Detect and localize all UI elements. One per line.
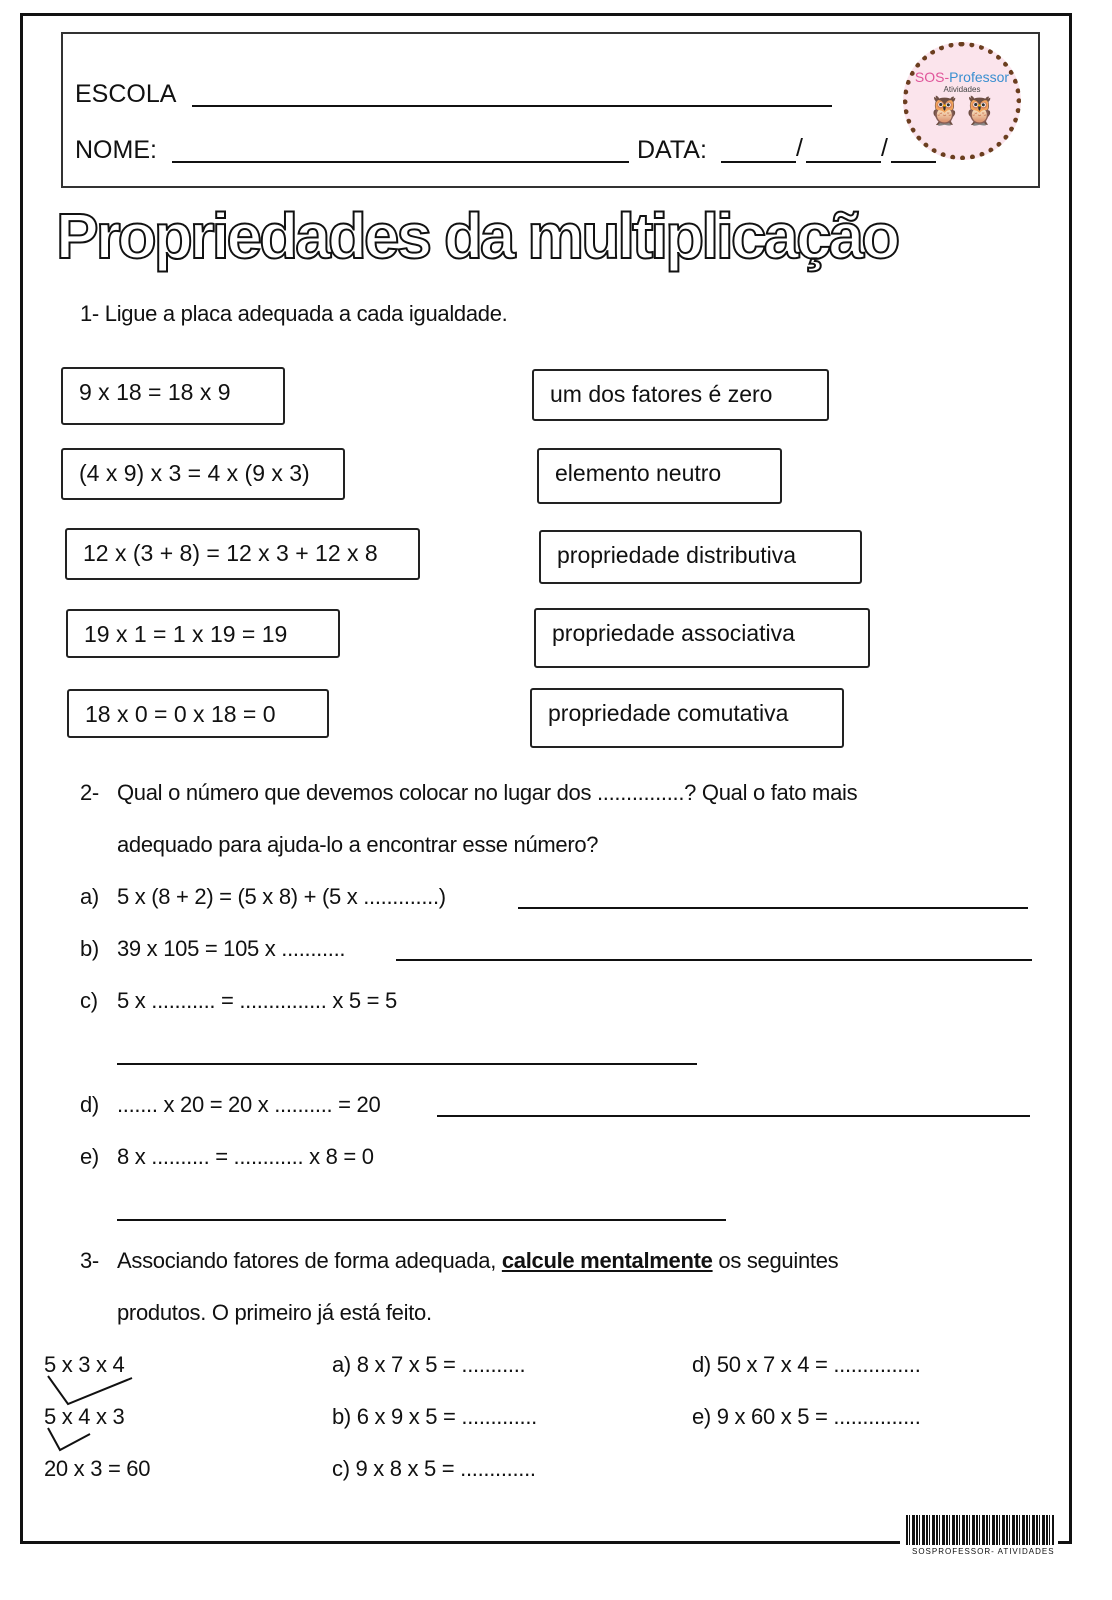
barcode-text: SOSPROFESSOR- ATIVIDADES (912, 1547, 1055, 1556)
answer-line[interactable] (518, 907, 1028, 909)
q2-prompt: Qual o número que devemos colocar no lugar dos ...............? Qual o fato mais (117, 780, 858, 805)
example-line: 20 x 3 = 60 (44, 1456, 151, 1481)
name-input-line[interactable] (172, 161, 629, 163)
q3-prompt (117, 1248, 838, 1274)
q3-item: e) 9 x 60 x 5 = ............... (692, 1404, 921, 1429)
owls-icon: 🦉🦉 (927, 95, 997, 126)
date-day-line[interactable] (721, 161, 796, 163)
q2-item-c: 5 x ........... = ............... x 5 = 5 (117, 988, 397, 1013)
item-letter: c) (80, 988, 98, 1013)
q3-item: c) 9 x 8 x 5 = ............. (332, 1456, 536, 1481)
school-input-line[interactable] (192, 105, 832, 107)
q2-item-d: ....... x 20 = 20 x .......... = 20 (117, 1092, 381, 1117)
example-line: 5 x 4 x 3 (44, 1404, 125, 1429)
q3-item: a) 8 x 7 x 5 = ........... (332, 1352, 526, 1377)
name-label: NOME: (75, 136, 157, 164)
answer-line[interactable] (396, 959, 1032, 961)
q3-prompt-part: os seguintes (712, 1248, 839, 1273)
logo-sub: Atividades (943, 85, 981, 94)
property-card[interactable]: elemento neutro (537, 448, 782, 504)
page-title: Propriedades da multiplicação (56, 200, 898, 272)
answer-line[interactable] (117, 1063, 697, 1065)
header-box (61, 32, 1040, 188)
logo-text: SOS-Professor (914, 69, 1010, 85)
association-arrows (40, 1370, 150, 1460)
q3-emphasis: calcule mentalmente (501, 1248, 713, 1273)
q1-prompt: 1- Ligue a placa adequada a cada igualdade. (80, 301, 508, 326)
item-letter: d) (80, 1092, 99, 1117)
equality-card[interactable]: 18 x 0 = 0 x 18 = 0 (67, 689, 329, 738)
q3-number: 3- (80, 1248, 99, 1273)
q2-prompt: adequado para ajuda-lo a encontrar esse número? (117, 832, 599, 857)
property-card[interactable]: um dos fatores é zero (532, 369, 829, 421)
date-month-line[interactable] (806, 161, 881, 163)
sos-professor-logo (903, 42, 1021, 160)
page-border-bottom (20, 1541, 900, 1544)
equality-card[interactable]: 9 x 18 = 18 x 9 (61, 367, 285, 425)
date-year-line[interactable] (891, 161, 936, 163)
item-letter: b) (80, 936, 99, 961)
equality-card[interactable]: 19 x 1 = 1 x 19 = 19 (66, 609, 340, 658)
q2-item-e: 8 x .......... = ............ x 8 = 0 (117, 1144, 374, 1169)
item-letter: a) (80, 884, 99, 909)
q3-item: b) 6 x 9 x 5 = ............. (332, 1404, 537, 1429)
date-sep: / (881, 134, 888, 162)
page-border-bottom-end (1058, 1541, 1072, 1544)
example-line: 5 x 3 x 4 (44, 1352, 125, 1377)
q3-item: d) 50 x 7 x 4 = ............... (692, 1352, 921, 1377)
item-letter: e) (80, 1144, 99, 1169)
q3-prompt: produtos. O primeiro já está feito. (117, 1300, 432, 1325)
date-sep: / (796, 134, 803, 162)
equality-card[interactable]: (4 x 9) x 3 = 4 x (9 x 3) (61, 448, 345, 500)
property-card[interactable]: propriedade distributiva (539, 530, 862, 584)
equality-card[interactable]: 12 x (3 + 8) = 12 x 3 + 12 x 8 (65, 528, 420, 580)
property-card[interactable]: propriedade comutativa (530, 688, 844, 748)
barcode-icon (906, 1515, 1054, 1545)
q2-item-a: 5 x (8 + 2) = (5 x 8) + (5 x .............) (117, 884, 446, 909)
property-card[interactable]: propriedade associativa (534, 608, 870, 668)
school-label: ESCOLA (75, 80, 177, 108)
q2-item-b: 39 x 105 = 105 x ........... (117, 936, 346, 961)
answer-line[interactable] (117, 1219, 726, 1221)
q2-number: 2- (80, 780, 99, 805)
answer-line[interactable] (437, 1115, 1030, 1117)
q3-prompt-part: Associando fatores de forma adequada, (117, 1248, 502, 1273)
date-label: DATA: (637, 136, 707, 164)
